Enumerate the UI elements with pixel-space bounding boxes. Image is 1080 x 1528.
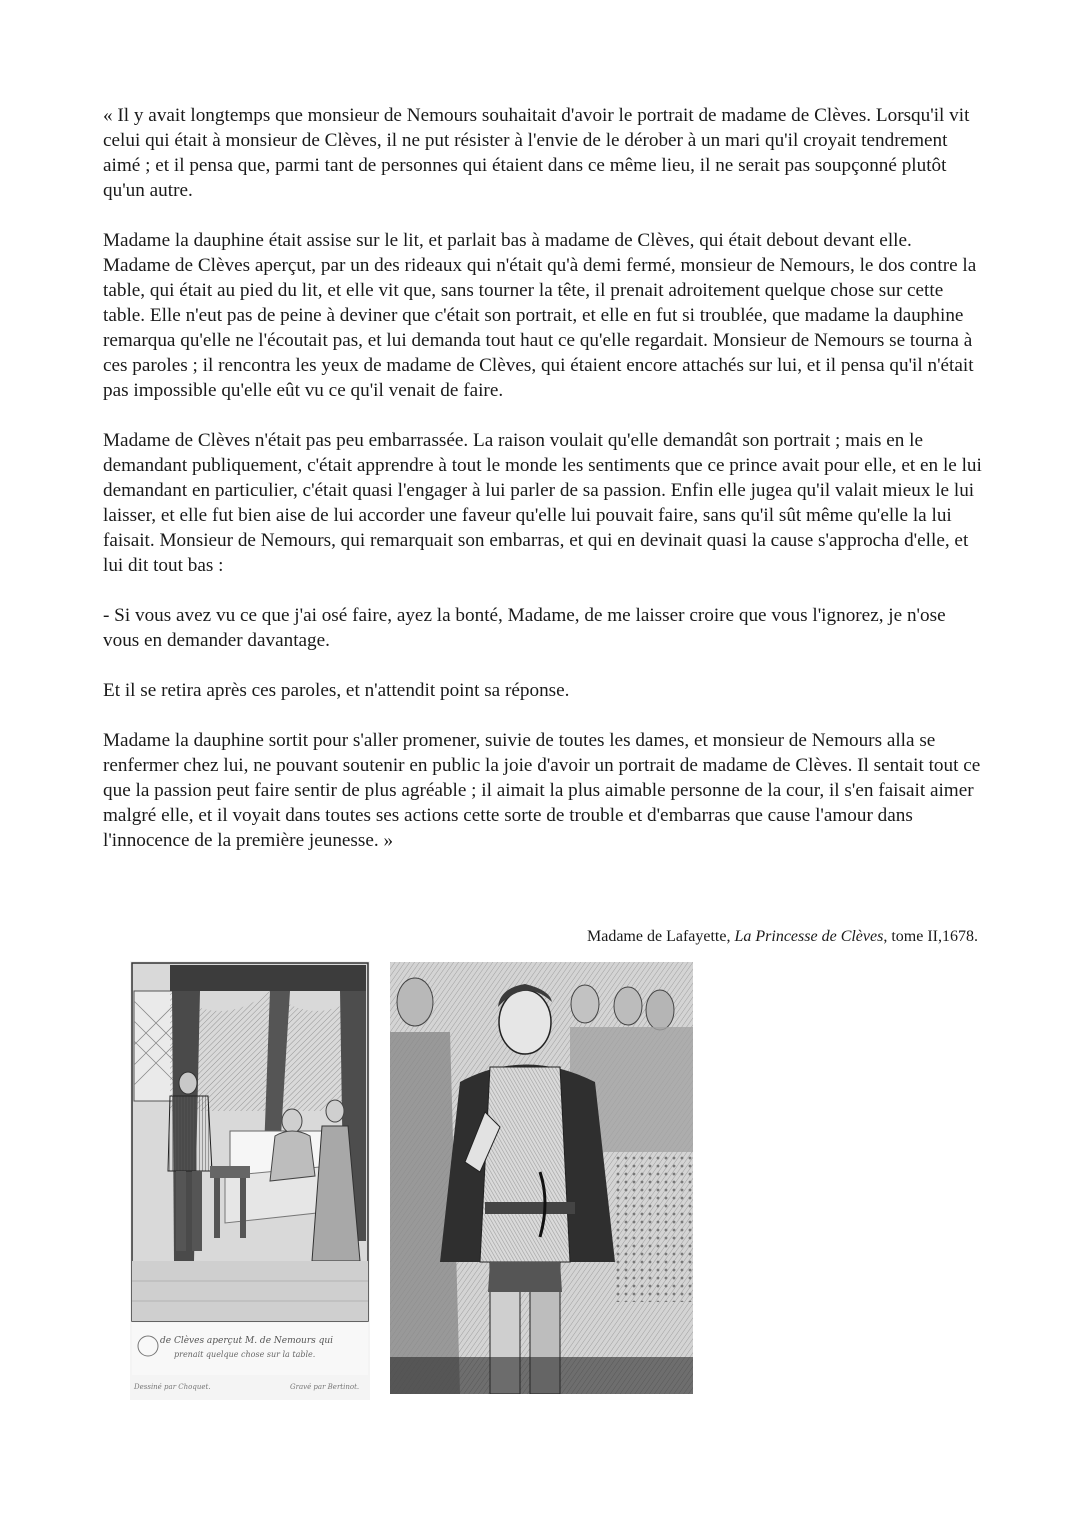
engraving-credit-designer: Dessiné par Choquet. bbox=[134, 1383, 211, 1391]
paragraph-3: Madame de Clèves n'était pas peu embarrassée. La raison voulait qu'elle demandât son portrait ; mais en le demandant publiquement, c'était apprendre à tout le monde les sentiments que ce prince avait pour elle, et en le lui demandant en particulier, c'était quasi l'engager à lui parler de sa passion. Enfin elle jugea qu'il valait mieux le lui laisser, et elle fut bien aise de lui accorder une faveur qu'elle lui pouvait faire, sans qu'il sût même qu'elle la lui faisait. Monsieur de Nemours, qui remarquait son embarras, et qui en devinait quasi la cause s'approcha d'elle, et lui dit tout bas : bbox=[103, 430, 982, 576]
engraving-nemours-illustration bbox=[390, 962, 693, 1394]
citation-author: Madame de Lafayette, bbox=[587, 928, 735, 945]
engraving-bedroom-illustration bbox=[130, 961, 370, 1400]
engraving-credit-engraver: Gravé par Bertinot. bbox=[290, 1383, 360, 1391]
paragraph-1: « Il y avait longtemps que monsieur de Nemours souhaitait d'avoir le portrait de madame de Clèves. Lorsqu'il vit celui qui était à monsieur de Clèves, il ne put résister à l'envie de le dérober à un mari qu'il croyait tendrement aimé ; et il pensa que, parmi tant de personnes qui étaient dans ce même lieu, il ne serait pas soupçonné plutôt qu'un autre. bbox=[103, 105, 970, 201]
source-citation bbox=[587, 927, 978, 947]
engraving-nemours-detail bbox=[390, 962, 693, 1394]
paragraph-2: Madame la dauphine était assise sur le lit, et parlait bas à madame de Clèves, qui était debout devant elle. Madame de Clèves aperçut, par un des rideaux qui n'était qu'à demi fermé, monsieur de Nemours, le dos contre la table, qui était au pied du lit, et elle vit que, sans tourner la tête, il prenait adroitement quelque chose sur cette table. Elle n'eut pas de peine à deviner que c'était son portrait, et elle en fut si troublée, que madame la dauphine remarqua qu'elle ne l'écoutait pas, et lui demanda tout haut ce qu'elle regardait. Monsieur de Nemours se tourna à ces paroles ; il rencontra les yeux de madame de Clèves, qui étaient encore attachés sur lui, et il pensa qu'il n'était pas impossible qu'elle eût vu ce qu'il venait de faire. bbox=[103, 230, 977, 401]
paragraph-5: Et il se retira après ces paroles, et n'attendit point sa réponse. bbox=[103, 680, 570, 701]
paragraph-6: Madame la dauphine sortit pour s'aller promener, suivie de toutes les dames, et monsieur de Nemours alla se renfermer chez lui, ne pouvant soutenir en public la joie d'avoir un portrait de madame de Clèves. Il sentait tout ce que la passion peut faire sentir de plus agréable ; il aimait la plus aimable personne de la cour, il s'en faisait aimer malgré elle, et il voyait dans toutes ses actions cette sorte de trouble et d'embarras que cause l'amour dans l'innocence de la première jeunesse. » bbox=[103, 730, 981, 851]
excerpt-text bbox=[103, 103, 983, 878]
engraving-bedroom-scene bbox=[130, 961, 370, 1400]
engraving-caption-line-1: de Clèves aperçut M. de Nemours qui bbox=[160, 1336, 334, 1346]
citation-work-title: La Princesse de Clèves bbox=[734, 928, 884, 945]
citation-details: , tome II,1678. bbox=[883, 928, 978, 945]
paragraph-4-dialogue: - Si vous avez vu ce que j'ai osé faire, ayez la bonté, Madame, de me laisser croire que vous l'ignorez, je n'ose vous en demander davantage. bbox=[103, 605, 946, 651]
engraving-caption-line-2: prenait quelque chose sur la table. bbox=[174, 1350, 316, 1359]
